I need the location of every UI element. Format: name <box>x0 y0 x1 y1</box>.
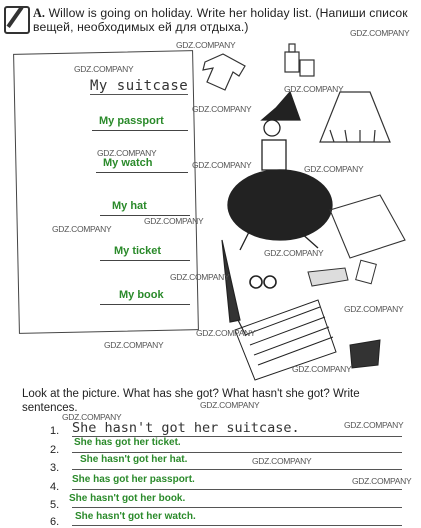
answer-text: She hasn't got her hat. <box>80 454 188 465</box>
watermark: GDZ.COMPANY <box>264 248 324 258</box>
watermark: GDZ.COMPANY <box>344 420 404 430</box>
watermark: GDZ.COMPANY <box>200 400 260 410</box>
flippers-drawing <box>308 260 376 286</box>
watermark: GDZ.COMPANY <box>350 28 410 38</box>
watermark: GDZ.COMPANY <box>176 40 236 50</box>
answer-line <box>72 525 402 526</box>
watermark: GDZ.COMPANY <box>62 412 122 422</box>
list-entry: My watch <box>103 157 153 169</box>
watermark: GDZ.COMPANY <box>304 164 364 174</box>
answer-text: She hasn't got her watch. <box>75 511 196 522</box>
skirt-drawing <box>320 92 390 142</box>
answer-text: She hasn't got her suitcase. <box>72 420 300 436</box>
answer-number: 2. <box>50 444 60 456</box>
list-rule <box>100 260 190 261</box>
task-title-text: Willow is going on holiday. Write her holiday list. (Напиши список вещей, необходимых ей для отдыха.) <box>33 6 408 34</box>
watermark: GDZ.COMPANY <box>170 272 230 282</box>
list-title: My suitcase <box>90 78 189 94</box>
answer-number: 3. <box>50 462 60 474</box>
watermark: GDZ.COMPANY <box>144 216 204 226</box>
watermark: GDZ.COMPANY <box>192 160 252 170</box>
answer-number: 1. <box>50 425 60 437</box>
swimsuit-drawing <box>350 340 380 368</box>
watermark: GDZ.COMPANY <box>292 364 352 374</box>
watermark: GDZ.COMPANY <box>284 84 344 94</box>
answer-line <box>72 489 402 490</box>
exercise-question: Look at the picture. What has she got? What hasn't she got? Write sentences. <box>22 388 360 414</box>
list-entry: My passport <box>99 115 164 127</box>
task-letter: A. <box>33 6 46 20</box>
answer-line <box>72 469 402 470</box>
list-entry: My hat <box>112 200 147 212</box>
answer-text: She hasn't got her book. <box>69 493 186 504</box>
shirt-drawing <box>203 54 245 90</box>
bottles-drawing <box>285 44 314 76</box>
watermark: GDZ.COMPANY <box>344 304 404 314</box>
watermark: GDZ.COMPANY <box>192 104 252 114</box>
list-entry: My book <box>119 289 164 301</box>
list-rule <box>100 304 190 305</box>
answer-line <box>72 452 402 453</box>
watermark: GDZ.COMPANY <box>74 64 134 74</box>
list-rule <box>96 172 188 173</box>
answer-line <box>72 507 402 508</box>
answer-text: She has got her ticket. <box>74 437 181 448</box>
sunglasses-drawing <box>250 276 276 288</box>
watermark: GDZ.COMPANY <box>196 328 256 338</box>
umbrella-drawing <box>222 240 246 336</box>
list-entry: My ticket <box>114 245 162 257</box>
watermark: GDZ.COMPANY <box>52 224 112 234</box>
watermark: GDZ.COMPANY <box>104 340 164 350</box>
answer-text: She has got her passport. <box>72 474 195 485</box>
list-rule <box>92 130 188 131</box>
answer-number: 4. <box>50 481 60 493</box>
watermark: GDZ.COMPANY <box>352 476 412 486</box>
watermark: GDZ.COMPANY <box>252 456 312 466</box>
blanket-drawing <box>330 195 405 258</box>
answer-number: 6. <box>50 516 60 528</box>
watermark: GDZ.COMPANY <box>97 148 157 158</box>
answer-number: 5. <box>50 499 60 511</box>
